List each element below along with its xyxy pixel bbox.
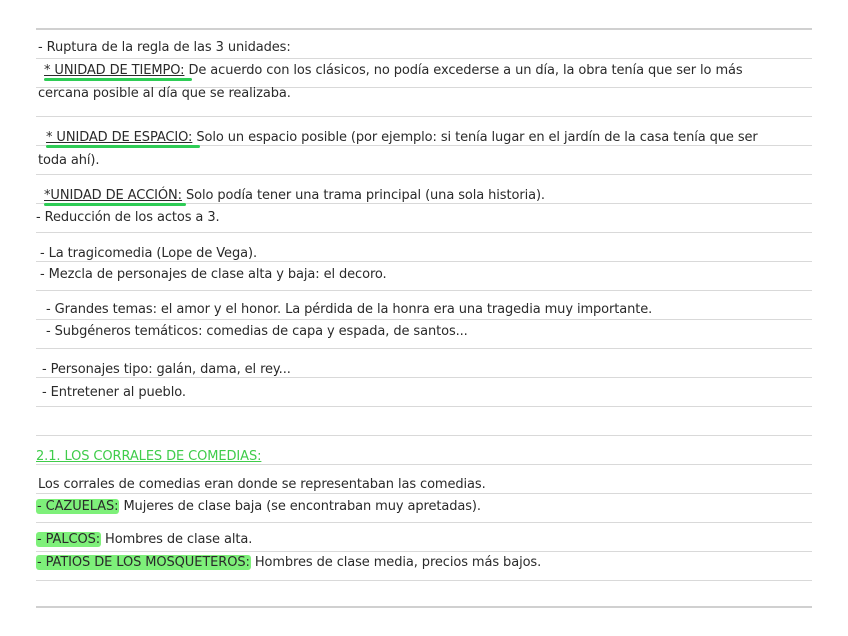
green-underline [46,145,200,148]
ruled-line [36,58,812,59]
page-bottom-rule [36,606,812,608]
term-text: Solo podía tener una trama principal (una sola historia). [181,188,545,203]
note-line [36,555,541,571]
highlighted-term: - PATIOS DE LOS MOSQUETEROS: [37,555,250,570]
ruled-line [36,348,812,349]
ruled-line [36,580,812,581]
note-line [36,499,481,515]
term-label: * UNIDAD DE TIEMPO: [44,63,185,78]
section-heading: 2.1. LOS CORRALES DE COMEDIAS: [36,449,262,464]
note-line [46,130,758,146]
note-line: - Subgéneros temáticos: comedias de capa y espada, de santos... [46,324,468,339]
term-text: Mujeres de clase baja (se encontraban muy apretadas). [119,499,481,514]
ruled-line [36,551,812,552]
note-line: - Mezcla de personajes de clase alta y baja: el decoro. [40,267,387,282]
note-line: - Personajes tipo: galán, dama, el rey... [42,362,291,377]
note-line: - Reducción de los actos a 3. [36,210,220,225]
note-line: cercana posible al día que se realizaba. [38,86,291,101]
note-line [44,188,545,204]
term-text: Hombres de clase media, precios más bajos. [250,555,542,570]
term-label: * UNIDAD DE ESPACIO: [46,130,193,145]
ruled-line [36,290,812,291]
green-underline [44,78,192,81]
highlighted-term: - CAZUELAS: [37,499,119,514]
term-text: De acuerdo con los clásicos, no podía excederse a un día, la obra tenía que ser lo más [184,63,743,78]
ruled-line [36,174,812,175]
term-label: *UNIDAD DE ACCIÓN: [44,188,182,203]
note-line: - La tragicomedia (Lope de Vega). [40,246,257,261]
ruled-line [36,493,812,494]
note-line: - Entretener al pueblo. [42,385,186,400]
ruled-line [36,116,812,117]
ruled-line [36,232,812,233]
ruled-line [36,522,812,523]
ruled-line [36,406,812,407]
highlighted-term: - PALCOS: [37,532,101,547]
note-line: Los corrales de comedias eran donde se representaban las comedias. [38,477,486,492]
note-line [44,63,743,79]
note-line: - Grandes temas: el amor y el honor. La pérdida de la honra era una tragedia muy importante. [46,302,653,317]
note-line: toda ahí). [38,153,100,168]
ruled-line [36,435,812,436]
note-line [36,532,252,548]
term-text: Hombres de clase alta. [101,532,253,547]
green-underline [44,203,186,206]
term-text: Solo un espacio posible (por ejemplo: si tenía lugar en el jardín de la casa tenía que ser [192,130,758,145]
note-line: - Ruptura de la regla de las 3 unidades: [38,40,291,55]
ruled-line [36,319,812,320]
page-top-rule [36,28,812,30]
